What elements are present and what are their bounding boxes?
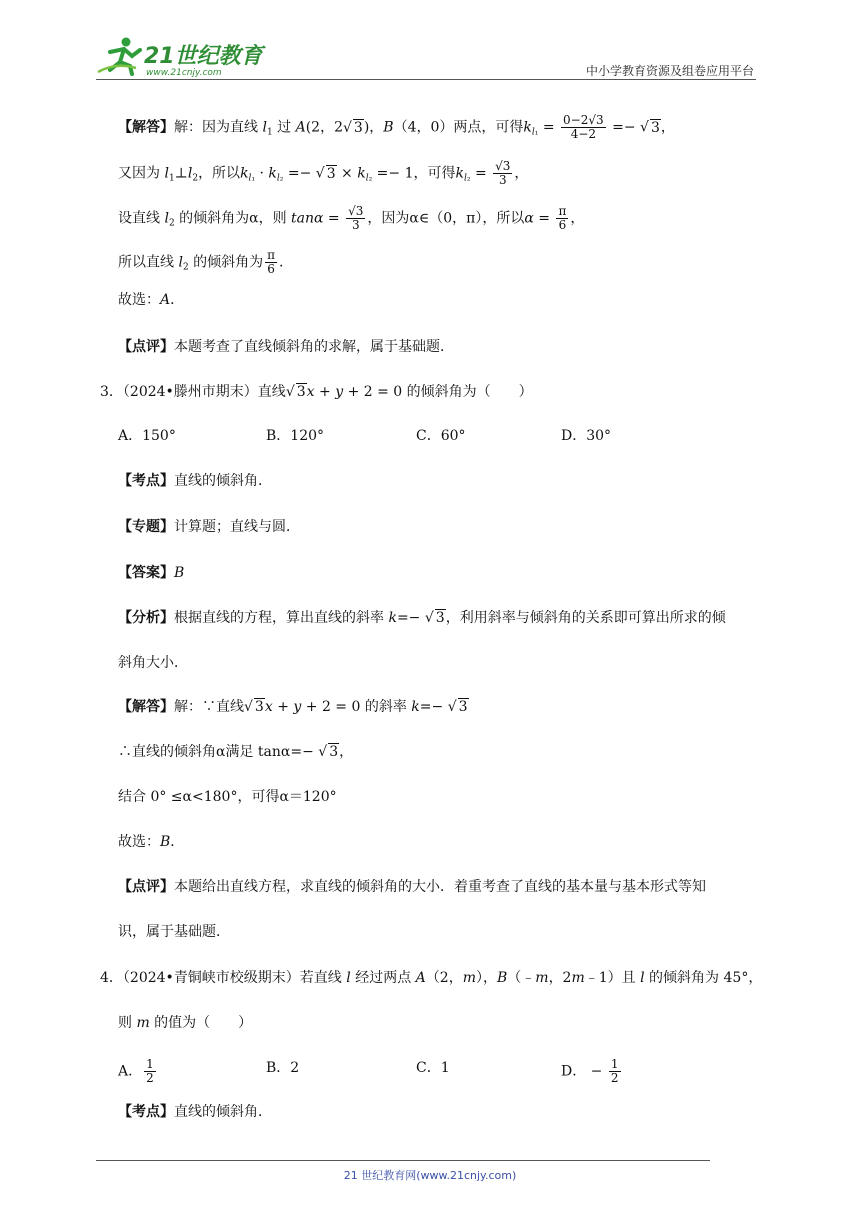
q3-stem: 3．（2024•滕州市期末）直线√ 3x + y + 2 = 0 的倾斜角为（ ） bbox=[100, 384, 533, 400]
p2-solution-line-4: 所以直线 $l_2$ 的倾斜角为 $\frac{\pi}{6}$ . bbox=[118, 248, 284, 276]
runner-icon bbox=[98, 38, 140, 75]
q4-options bbox=[118, 1058, 718, 1084]
q3-answer: 故选：B． bbox=[118, 834, 185, 850]
q3-fenxi-1: 【分析】根据直线的方程，算出直线的斜率 k=− √ 3，利用斜率与倾斜角的关系即可算出所求的倾 bbox=[118, 610, 726, 626]
q3-option-a[interactable]: A．150° bbox=[118, 428, 176, 444]
footer-divider bbox=[96, 1160, 710, 1161]
q4-option-b[interactable]: B．2 bbox=[266, 1060, 300, 1076]
q4-option-c[interactable]: C．1 bbox=[416, 1060, 450, 1076]
q4-stem-1: 4．（2024•青铜峡市校级期末）若直线 l 经过两点 A（2，m），B（﹣m，2m﹣1）且 l 的倾斜角为 45°， bbox=[100, 970, 763, 986]
q4-option-a[interactable]: A． $\frac{1}{2}$ bbox=[118, 1057, 154, 1085]
footer-text[interactable]: 21 世纪教育网(www.21cnjy.com) bbox=[343, 1169, 517, 1182]
q3-fenxi-2: 斜角大小． bbox=[118, 655, 188, 671]
q4-kaodian: 【考点】直线的倾斜角． bbox=[118, 1104, 272, 1120]
q3-jieda-2: ∴直线的倾斜角α满足 tanα=− √ 3， bbox=[118, 744, 354, 760]
svg-text:www.21cnjy.com: www.21cnjy.com bbox=[146, 68, 222, 78]
site-logo bbox=[96, 36, 266, 78]
q3-option-c[interactable]: C．60° bbox=[416, 428, 466, 444]
p2-solution-line-1: 【解答】解：因为直线 $l_1$ 过 A(2，2√ 3)，B（4，0）两点，可得$k_{l_1}$ = $\frac{0-2√3}{4-2}$ =− √ 3， bbox=[118, 113, 675, 141]
q4-stem-2: 则 m 的值为（ ） bbox=[118, 1015, 253, 1031]
q3-comment-1: 【点评】本题给出直线方程，求直线的倾斜角的大小．着重考查了直线的基本量与基本形式等知 bbox=[118, 879, 706, 895]
q3-option-d[interactable]: D．30° bbox=[561, 428, 612, 444]
p2-comment: 【点评】本题考查了直线倾斜角的求解，属于基础题． bbox=[118, 339, 454, 355]
q3-kaodian: 【考点】直线的倾斜角． bbox=[118, 473, 272, 489]
platform-name: 中小学教育资源及组卷应用平台 bbox=[585, 64, 754, 78]
p2-solution-line-2: 又因为 $l_1\perp l_2$，所以$k_{l_1} \cdot k_{l_2}$ =− √ $3 \times k_{l_2} =- 1$，可得$k_{l_2}$ = $\frac{√3}{3}$ ， bbox=[118, 159, 529, 187]
q3-jieda-3: 结合 0° ≤α<180°，可得α＝120° bbox=[118, 789, 337, 805]
q4-option-d[interactable]: D． − $\frac{1}{2}$ bbox=[561, 1057, 619, 1085]
q3-comment-2: 识，属于基础题． bbox=[118, 924, 230, 940]
header-divider bbox=[96, 79, 756, 80]
p2-answer: 故选：A． bbox=[118, 292, 185, 308]
q3-jieda-1: 【解答】解：∵直线√ 3x + y + 2 = 0 的斜率 k=− √ 3 bbox=[118, 699, 468, 715]
p2-solution-line-3: 设直线 $l_2$ 的倾斜角为α，则 tanα = $\frac{√3}{3}$ ，因为α∈（0，π），所以α = $\frac{\pi}{6}$ ， bbox=[118, 204, 585, 232]
q3-options bbox=[118, 426, 718, 446]
q3-zhuanti: 【专题】计算题；直线与圆． bbox=[118, 519, 300, 535]
svg-text:21世纪教育: 21世纪教育 bbox=[144, 44, 263, 69]
q3-daan: 【答案】B bbox=[118, 565, 185, 581]
q3-option-b[interactable]: B．120° bbox=[266, 428, 325, 444]
